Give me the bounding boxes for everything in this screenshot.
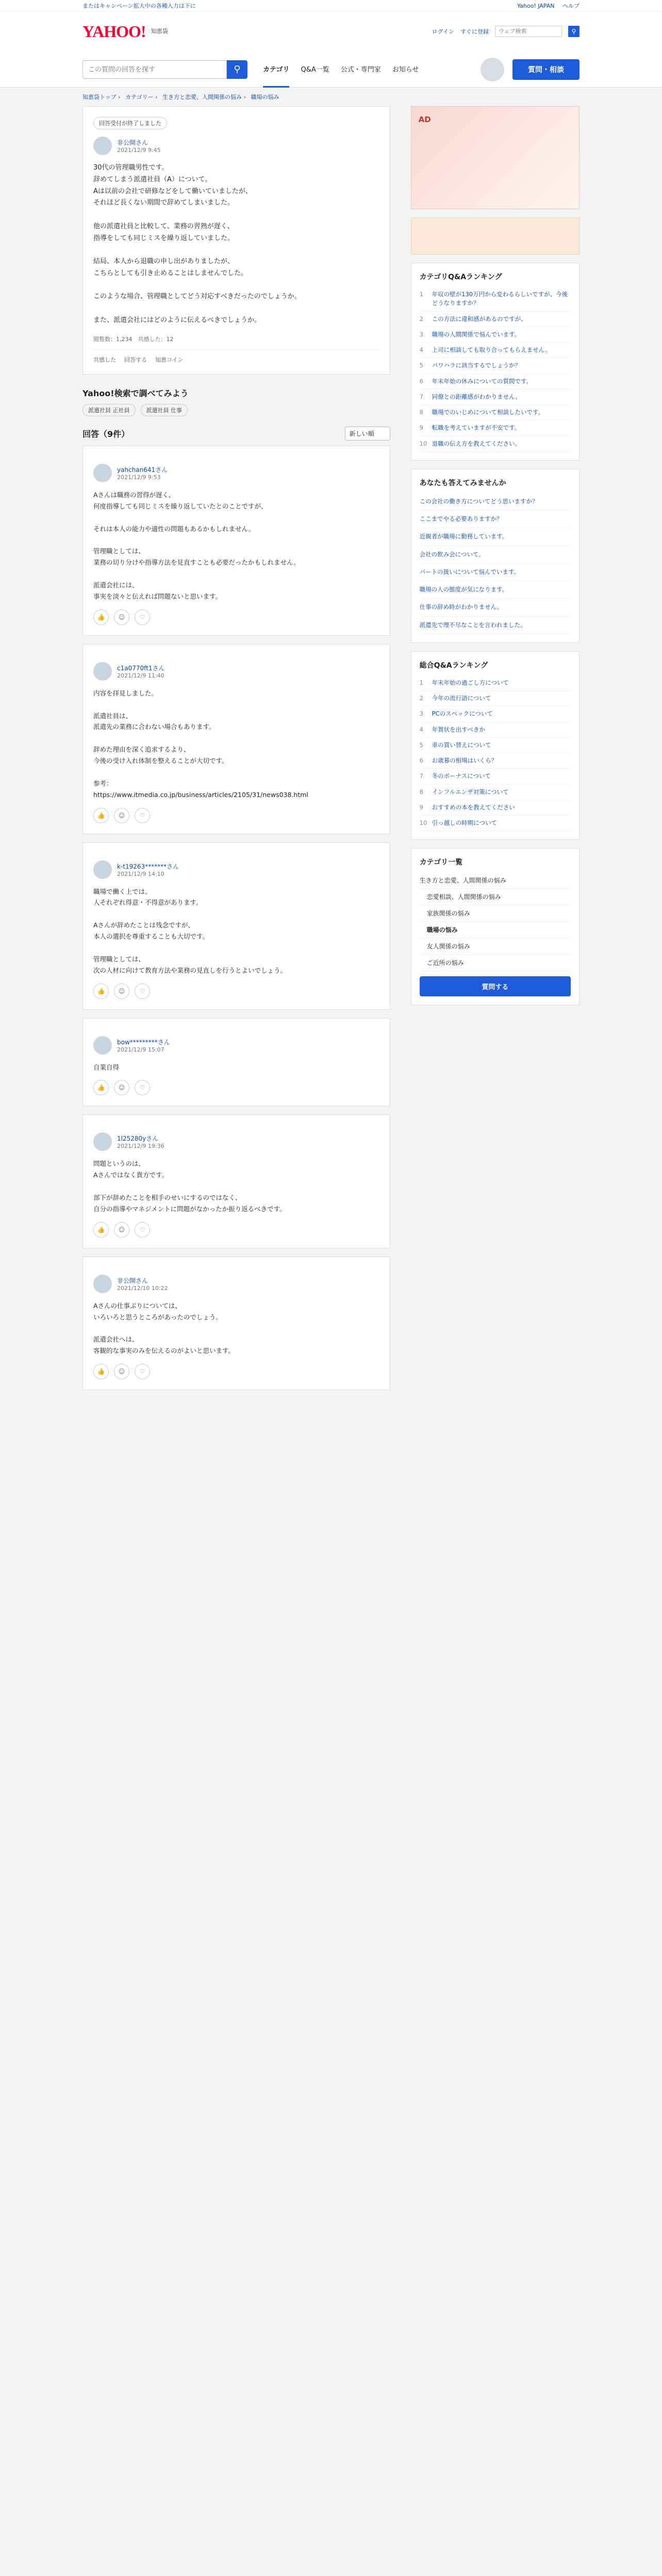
answer-user[interactable]: 1l25280yさん (117, 1135, 159, 1143)
ask-question-button[interactable]: 質問・相談 (512, 59, 580, 80)
register-link[interactable]: すぐに登録 (460, 28, 489, 35)
answer-card (82, 1114, 390, 1248)
answer-card (82, 1018, 390, 1107)
heart-icon[interactable]: ♡ (135, 609, 150, 625)
tab-category[interactable]: カテゴリ (263, 52, 289, 88)
search-tag[interactable]: 派遣社員 仕事 (141, 404, 188, 416)
thumbs-up-icon[interactable]: 👍 (93, 609, 109, 625)
site-header (0, 11, 662, 52)
answer-text: 内容を拝見しました。 派遣社員は、 派遣先の業務に合わない場合もあります。 辞めた理由を深く追求するより、 今後の受け入れ体制を整えることが大切です。 参考： https://www.itmedia.co.jp/business/articles/2105/31/news038.html (93, 689, 308, 799)
answer-user[interactable]: 非公開さん (117, 1277, 148, 1284)
avatar[interactable] (93, 137, 112, 155)
answer-date: 2021/12/9 14:10 (117, 870, 164, 877)
sidebar-ad[interactable] (411, 106, 580, 209)
ranking-item[interactable]: インフルエンザ対策について (432, 788, 509, 795)
qa-ranking: カテゴリQ&Aランキング 1 年収の壁が130万円から変わるらしいですが、今後どうなりますか？ 2 この方法に違和感があるのですが、 3 職場の人間関係で悩んでいます。 4 上司に相談しても取り合ってもらえません。 5 パワハラに該当するでしょうか？ 6 年末年始の休みについての質問です。 7 同僚との距離感がわかりません。 8 職場でのいじめについて相談したいです。 9 転職を考えていますが不安です。 10 退職の伝え方を教えてください。 (411, 263, 580, 461)
top-link-help[interactable]: ヘルプ (562, 2, 580, 9)
qa-ranking-title: カテゴリQ&Aランキング (419, 273, 502, 281)
heart-icon[interactable]: ♡ (135, 1364, 150, 1379)
ad-label: AD (418, 115, 431, 124)
answer-card (82, 644, 390, 834)
top-link-yahoo[interactable]: Yahoo! JAPAN (517, 2, 555, 9)
heart-icon[interactable]: ♡ (135, 1080, 150, 1095)
main-column (82, 106, 390, 1398)
thumbs-up-icon[interactable]: 👍 (93, 984, 109, 999)
coin-button[interactable]: 知恵コイン (155, 357, 184, 364)
smile-icon[interactable]: ☺ (114, 609, 129, 625)
web-search-input[interactable] (495, 26, 562, 37)
search-icon[interactable]: ⚲ (568, 26, 580, 37)
user-avatar[interactable] (481, 58, 504, 81)
avatar[interactable] (93, 1036, 112, 1055)
breadcrumb: 知恵袋トップ › カテゴリー › 生き方と恋愛、人間関係の悩み › 職場の悩み (82, 94, 279, 100)
ask-question-button[interactable]: 質問する (420, 976, 571, 996)
heart-icon[interactable]: ♡ (135, 1222, 150, 1238)
ranking-item[interactable]: お歳暮の相場はいくら？ (432, 757, 498, 764)
search-section-title: Yahoo!検索で調べてみよう (82, 388, 189, 399)
question-text: 30代の管理職男性です。 辞めてしまう派遣社員（A）について。 Aは以前の会社で研修などをして働いていましたが、 それほど長くない期間で辞めてしまいました。 他の派遣社員と比較して、業務の習熟が遅く、 指導をしても同じミスを繰り返していました。 結局、本人から退職の申し出がありましたが、 こちらとしても引き止めることはしませんでした。 このような場合、管理職としてどう対応すべきだったのでしょうか。 また、派遣会社にはどのように伝えるべきでしょうか。 (93, 164, 301, 324)
smile-icon[interactable]: ☺ (114, 1364, 129, 1379)
top-notice[interactable]: またはキャンペーン拡大中の各種入力は下に (82, 2, 196, 9)
thumbs-up-icon[interactable]: 👍 (93, 1364, 109, 1379)
status-badge: 回答受付が終了しました (93, 117, 167, 129)
related-item[interactable]: ここまでやる必要ありますか？ (420, 511, 571, 528)
related-questions (411, 469, 580, 643)
related-title: あなたも答えてみませんか (419, 479, 506, 487)
answer-date: 2021/12/9 15:07 (117, 1046, 164, 1053)
login-link[interactable]: ログイン (432, 28, 454, 35)
related-item[interactable]: 派遣先で理不尽なことを言われました。 (420, 617, 571, 634)
general-ranking-title: 総合Q&Aランキング (419, 661, 488, 670)
ranking-item[interactable]: 年末年始の過ごし方について (432, 679, 509, 686)
related-item[interactable]: この会社の働き方についてどう思いますか？ (420, 493, 571, 511)
breadcrumb-item[interactable]: 知恵袋トップ (82, 94, 117, 100)
category-item[interactable]: 生き方と恋愛、人間関係の悩み (420, 872, 571, 889)
tab-news[interactable]: お知らせ (392, 65, 419, 74)
breadcrumb-item[interactable]: 職場の悩み (251, 94, 279, 100)
ranking-item[interactable]: 年賀状を出すべきか (432, 725, 485, 733)
related-item[interactable]: 会社の飲み会について。 (420, 546, 571, 564)
question-card (82, 106, 390, 375)
category-list (411, 848, 580, 1005)
smile-icon[interactable]: ☺ (114, 1222, 129, 1238)
question-search-input[interactable] (82, 60, 227, 79)
ranking-item[interactable]: この方法に違和感があるのですが、 (432, 315, 527, 323)
answer-user[interactable]: bow*********さん (117, 1038, 170, 1046)
answer-button[interactable]: 回答する (124, 357, 147, 364)
sort-select[interactable]: 新しい順 (345, 427, 390, 440)
ranking-item[interactable]: パワハラに該当するでしょうか？ (432, 362, 521, 369)
answer-card (82, 1257, 390, 1390)
breadcrumb-item[interactable]: 生き方と恋愛、人間関係の悩み (162, 94, 242, 100)
yahoo-logo[interactable]: YAHOO! (82, 22, 146, 41)
thumbs-up-icon[interactable]: 👍 (93, 1222, 109, 1238)
ranking-item[interactable]: 今年の流行語について (432, 694, 491, 702)
logo[interactable] (82, 22, 168, 41)
category-item[interactable]: ご近所の悩み (420, 955, 571, 971)
answer-user[interactable]: yahchan641さん (117, 466, 168, 474)
ranking-item[interactable]: 職場でのいじめについて相談したいです。 (432, 409, 544, 416)
answer-date: 2021/12/10 10:22 (117, 1284, 168, 1292)
ranking-item[interactable]: 引っ越しの時期について (432, 819, 497, 826)
answer-date: 2021/12/9 19:36 (117, 1143, 164, 1150)
answer-user[interactable]: k-t19263*******さん (117, 862, 179, 870)
related-item[interactable]: パートの扱いについて悩んでいます。 (420, 564, 571, 581)
category-title: カテゴリ一覧 (419, 858, 463, 867)
ranking-item[interactable]: 冬のボーナスについて (432, 772, 491, 780)
ranking-item[interactable]: 年収の壁が130万円から変わるらしいですが、今後どうなりますか？ (432, 291, 568, 307)
ranking-item[interactable]: 転職を考えていますが不安です。 (432, 424, 521, 432)
ranking-item[interactable]: おすすめの本を教えてください (432, 803, 515, 811)
answer-text: Aさんの仕事ぶりについては、 いろいろと思うところがあったのでしょう。 派遣会社へは、 客観的な事実のみを伝えるのがよいと思います。 (93, 1301, 235, 1355)
sidebar (411, 106, 580, 1398)
thumbs-up-icon[interactable]: 👍 (93, 1080, 109, 1095)
related-item[interactable]: 職場の人の態度が気になります。 (420, 581, 571, 599)
category-item[interactable]: 友人関係の悩み (420, 938, 571, 955)
smile-icon[interactable]: ☺ (114, 984, 129, 999)
smile-icon[interactable]: ☺ (114, 808, 129, 823)
answer-card (82, 446, 390, 636)
answer-card (82, 842, 390, 1010)
answer-text: Aさんは職務の習得が遅く、 何度指導しても同じミスを繰り返していたとのことですが、 それは本人の能力や適性の問題もあるかもしれません。 管理職としては、 業務の切り分けや指導方法を見直すことも必要だったかもしれません。 派遣会社には、 事実を淡々と伝えれば問題ないと思います。 (93, 491, 300, 600)
answer-text: 職場で働く上では、 人それぞれ得意・不得意があります。 Aさんが辞めたことは残念ですが、 本人の選択を尊重することも大切です。 管理職としては、 次の人材に向けて教育方法や業務の見直しを行うとよいでしょう。 (93, 887, 287, 974)
general-ranking: 総合Q&Aランキング 1 年末年始の過ごし方について 2 今年の流行語について 3 PCのスペックについて 4 年賀状を出すべきか 5 車の買い替えについて 6 お歳暮の相場はいくら？ 7 冬のボーナスについて 8 インフルエンザ対策について 9 おすすめの本を教えてください 10 引っ越しの時期について (411, 651, 580, 840)
heart-icon[interactable]: ♡ (135, 984, 150, 999)
tab-experts[interactable]: 公式・専門家 (340, 65, 381, 74)
category-item[interactable]: 家族関係の悩み (420, 905, 571, 922)
avatar[interactable] (93, 860, 112, 879)
question-meta: 閲覧数：1,234 共感した：12 (93, 335, 174, 343)
sidebar-ad-small[interactable] (411, 217, 580, 255)
answer-count: 回答（9件） (82, 429, 130, 439)
breadcrumb-item[interactable]: カテゴリー (125, 94, 154, 100)
smile-icon[interactable]: ☺ (114, 1080, 129, 1095)
thumbs-up-icon[interactable]: 👍 (93, 808, 109, 823)
ranking-item[interactable]: 上司に相談しても取り合ってもらえません。 (432, 346, 551, 353)
question-date: 2021/12/9 9:45 (117, 147, 161, 154)
ranking-item[interactable]: 職場の人間関係で悩んでいます。 (432, 330, 521, 338)
answer-date: 2021/12/9 9:53 (117, 474, 161, 481)
search-tag[interactable]: 派遣社員 正社員 (82, 404, 136, 416)
top-utility-bar (0, 0, 662, 11)
ranking-item[interactable]: 同僚との距離感がわかりません。 (432, 393, 521, 400)
logo-sub: 知恵袋 (151, 27, 168, 35)
avatar[interactable] (93, 1275, 112, 1293)
empathy-button[interactable]: 共感した (93, 357, 116, 364)
ranking-item[interactable]: 年末年始の休みについての質問です。 (432, 377, 533, 385)
tab-qa-list[interactable]: Q&A一覧 (301, 65, 329, 74)
answer-user[interactable]: c1a0770ft1さん (117, 664, 165, 672)
avatar[interactable] (93, 1132, 112, 1151)
ranking-item[interactable]: 退職の伝え方を教えてください。 (432, 439, 521, 447)
avatar[interactable] (93, 662, 112, 681)
avatar[interactable] (93, 464, 112, 482)
category-item[interactable]: 職場の悩み (420, 922, 571, 938)
related-item[interactable]: 近親者が職場に勤務しています。 (420, 528, 571, 546)
ranking-item[interactable]: PCのスペックについて (432, 710, 493, 718)
search-icon[interactable]: ⚲ (227, 60, 247, 79)
ranking-item[interactable]: 車の買い替えについて (432, 741, 491, 749)
answer-text: 自業自得 (93, 1063, 120, 1071)
answer-text: 問題というのは、 Aさんではなく貴方です。 部下が辞めたことを相手のせいにするのではなく、 自分の指導やマネジメントに問題がなかったか振り返るべきです。 (93, 1160, 286, 1213)
answer-date: 2021/12/9 11:40 (117, 672, 164, 679)
question-user[interactable]: 非公開さん (117, 139, 148, 146)
category-item[interactable]: 恋愛相談、人間関係の悩み (420, 889, 571, 905)
heart-icon[interactable]: ♡ (135, 808, 150, 823)
nav-row (0, 52, 662, 88)
related-item[interactable]: 仕事の辞め時がわかりません。 (420, 599, 571, 616)
